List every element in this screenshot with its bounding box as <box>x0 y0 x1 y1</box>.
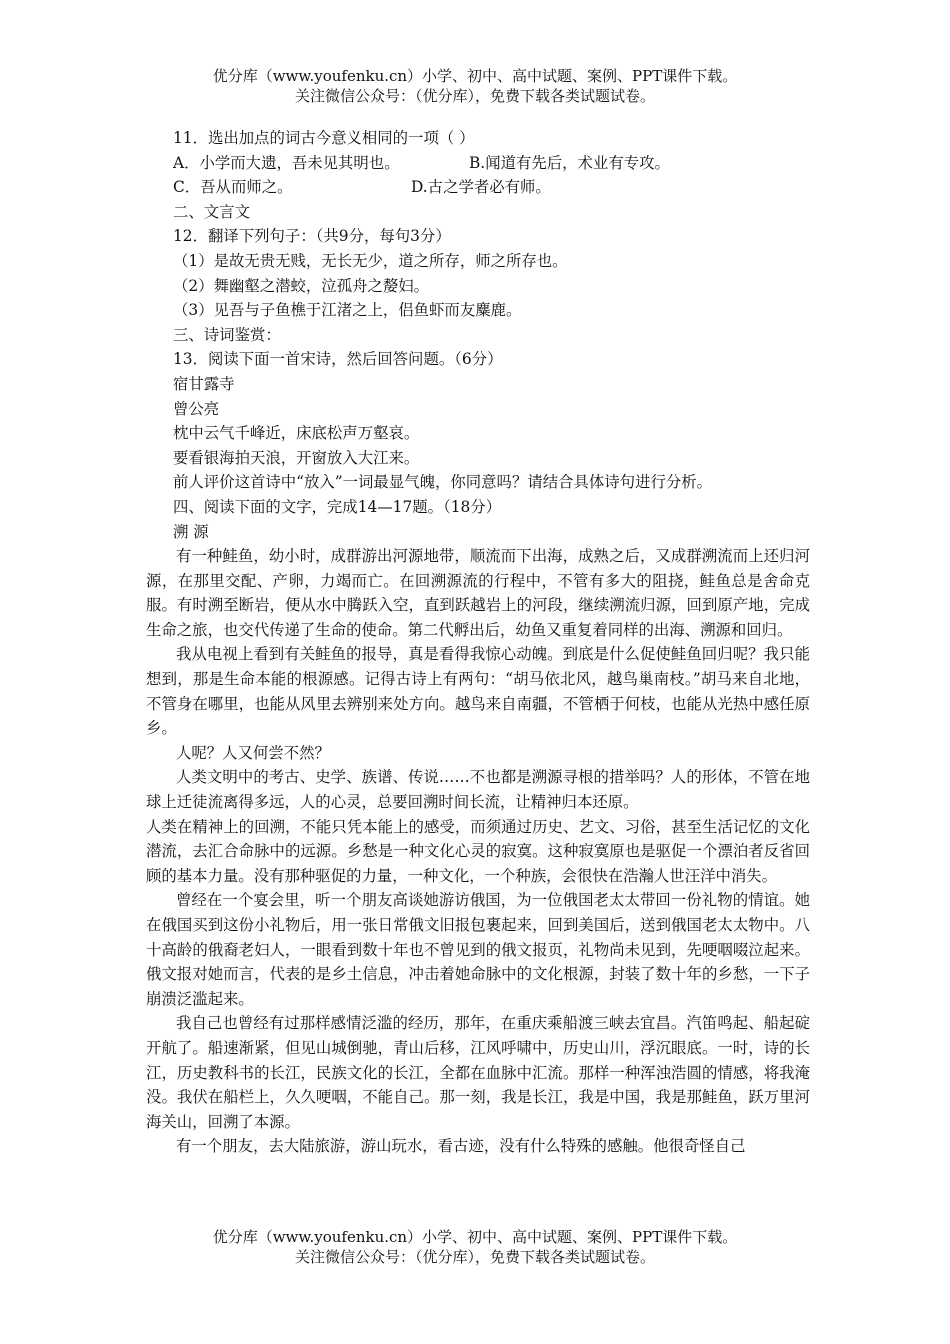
question-12-item-1: （1）是故无贵无贱，无长无少，道之所存，师之所存也。 <box>173 251 568 270</box>
article-paragraph-4: 人类文明中的考古、史学、族谱、传说……不也都是溯源寻根的措举吗？人的形体，不管在地球上迁徒流离得多远，人的心灵，总要回溯时间长流，让精神归本还原。 <box>146 768 810 812</box>
question-11-options-row-2 <box>146 175 810 200</box>
question-11-options-row-1 <box>146 151 810 176</box>
question-11-option-a: A．小学而大遗，吾未见其明也。 <box>173 153 400 172</box>
section-heading-poetry: 三、诗词鉴赏： <box>173 325 281 344</box>
poem-author: 曾公亮 <box>173 399 220 418</box>
article-paragraph-5: 人类在精神上的回溯，不能只凭本能上的感受，而须通过历史、艺文、习俗，甚至生活记忆的文化潜流，去汇合命脉中的远源。乡愁是一种文化心灵的寂寞。这种寂寞原也是驱促一个漂泊者反省回顾的基本力量。没有那种驱促的力量，一种文化，一个种族，会很快在浩瀚人世汪洋中消失。 <box>146 817 810 885</box>
article-title: 溯 源 <box>173 522 209 541</box>
page-footer <box>0 1227 950 1267</box>
question-11-option-d: D.古之学者必有师。 <box>411 178 551 197</box>
footer-line-1: 优分库（www.youfenku.cn）小学、初中、高中试题、案例、PPT课件下载。 <box>212 1228 738 1246</box>
page-content <box>146 126 810 1159</box>
section-heading-reading: 四、阅读下面的文字，完成14—17题。（18分） <box>173 497 502 516</box>
article-paragraph-3: 人呢？人又何尝不然？ <box>176 743 330 762</box>
question-12-item-3: （3）见吾与子鱼樵于江渚之上，侣鱼虾而友麋鹿。 <box>173 301 522 320</box>
header-line-2: 关注微信公众号：（优分库），免费下载各类试题试卷。 <box>294 87 655 105</box>
article-paragraph-8: 有一个朋友，去大陆旅游，游山玩水，看古迹，没有什么特殊的感触。他很奇怪自己 <box>176 1137 746 1156</box>
question-12-stem: 12．翻译下列句子：（共9分，每句3分） <box>173 227 451 246</box>
footer-line-2: 关注微信公众号：（优分库），免费下载各类试题试卷。 <box>294 1248 655 1266</box>
header-line-1: 优分库（www.youfenku.cn）小学、初中、高中试题、案例、PPT课件下载。 <box>212 67 738 85</box>
question-12-item-2: （2）舞幽壑之潜蛟，泣孤舟之嫠妇。 <box>173 276 430 295</box>
poem-line-1: 枕中云气千峰近，床底松声万壑哀。 <box>173 424 420 443</box>
article-paragraph-2: 我从电视上看到有关鲑鱼的报导，真是看得我惊心动魄。到底是什么促使鲑鱼回归呢？我只能想到，那是生命本能的根源感。记得古诗上有两句：“胡马依北风，越鸟巢南枝。”胡马来自北地，不管身在哪里，也能从风里去辨别来处方向。越鸟来自南疆，不管栖于何枝，也能从光热中感任原乡。 <box>146 645 810 738</box>
article-paragraph-6: 曾经在一个宴会里，听一个朋友高谈她游访俄国，为一位俄国老太太带回一份礼物的情谊。她在俄国买到这份小礼物后，用一张日常俄文旧报包裹起来，回到美国后，送到俄国老太太物中。八十高龄的俄裔老妇人，一眼看到数十年也不曾见到的俄文报页，礼物尚未见到，先哽咽啜泣起来。俄文报对她而言，代表的是乡土信息，冲击着她命脉中的文化根源，封装了数十年的乡愁，一下子崩溃泛滥起来。 <box>146 891 810 1008</box>
poem-line-2: 要看银海拍天浪，开窗放入大江来。 <box>173 448 420 467</box>
question-11-option-c: C．吾从而师之。 <box>173 178 293 197</box>
article-paragraph-1: 有一种鲑鱼，幼小时，成群游出河源地带，顺流而下出海，成熟之后，又成群溯流而上还归河源，在那里交配、产卵，力竭而亡。在回溯源流的行程中，不管有多大的阻挠，鲑鱼总是舍命克服。有时溯至断岩，便从水中腾跃入空，直到跃越岩上的河段，继续溯流归源，回到原产地，完成生命之旅，也交代传递了生命的使命。第二代孵出后，幼鱼又重复着同样的出海、溯源和回归。 <box>146 547 810 639</box>
section-heading-classical-chinese: 二、文言文 <box>173 202 250 221</box>
question-11-stem: 11．选出加点的词古今意义相同的一项（ ） <box>173 129 475 147</box>
article-paragraph-7: 我自己也曾经有过那样感情泛滥的经历，那年，在重庆乘船渡三峡去宜昌。汽笛鸣起、船起碇开航了。船速渐紧，但见山城倒驰，青山后移，江风呼啸中，历史山川，浮沉眼底。一时，诗的长江，历史教科书的长江，民族文化的长江，全都在血脉中汇流。那样一种浑浊浩圆的情感，将我淹没。我伏在船栏上，久久哽咽，不能自己。那一刻，我是长江，我是中国，我是那鲑鱼，跃万里河海关山，回溯了本源。 <box>146 1014 810 1131</box>
page-header <box>0 66 950 106</box>
question-13-stem: 13．阅读下面一首宋诗，然后回答问题。（6分） <box>173 350 503 369</box>
question-13-prompt: 前人评价这首诗中“放入”一词最显气魄，你同意吗？请结合具体诗句进行分析。 <box>173 473 713 492</box>
question-11-option-b: B.闻道有先后，术业有专攻。 <box>469 153 670 172</box>
poem-title: 宿甘露寺 <box>173 374 235 393</box>
